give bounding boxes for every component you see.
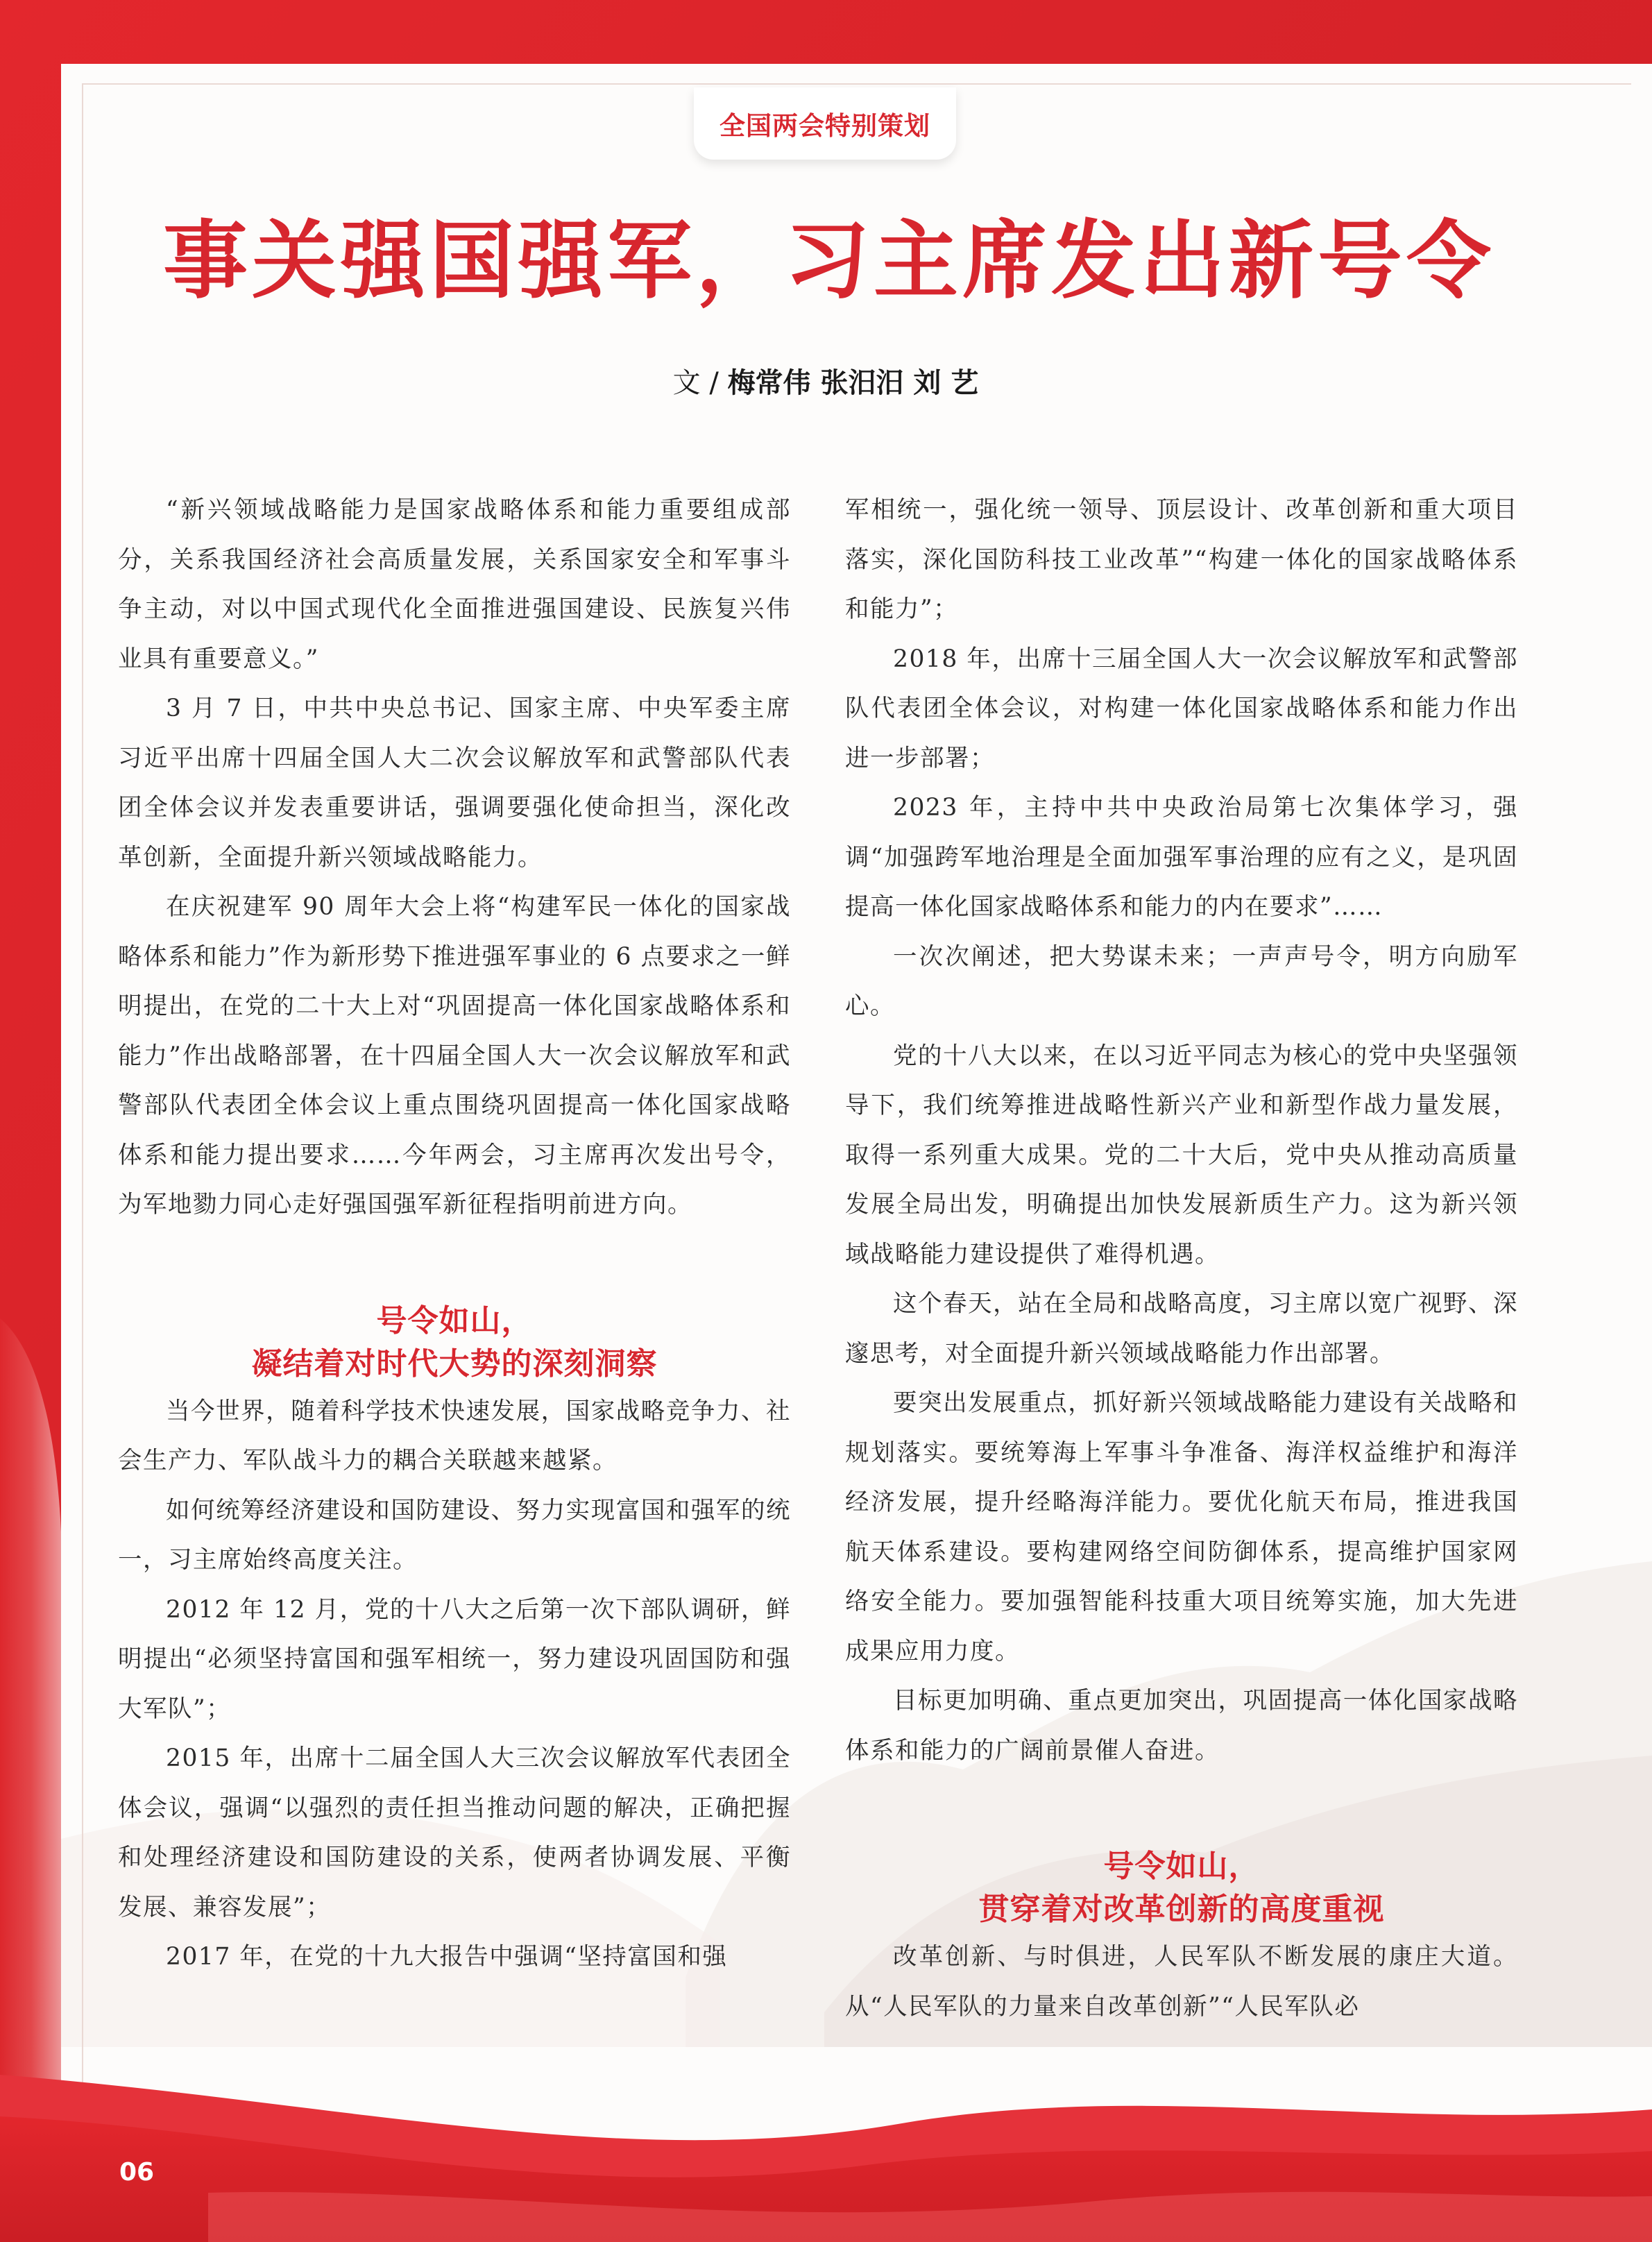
paragraph: 2017 年，在党的十九大报告中强调“坚持富国和强: [166, 1943, 728, 1971]
paragraph-continuation: 军相统一，强化统一领导、顶层设计、改革创新和重大项目落实，深化国防科技工业改革”“构建一体化的国家战略体系和能力”；: [845, 496, 1518, 623]
paragraph: 如何统筹经济建设和国防建设、努力实现富国和强军的统一，习主席始终高度关注。: [118, 1496, 791, 1574]
right-column: [845, 486, 1518, 2032]
paragraph: 要突出发展重点，抓好新兴领域战略能力建设有关战略和规划落实。要统筹海上军事斗争准备、海洋权益维护和海洋经济发展，提升经略海洋能力。要优化航天布局，推进我国航天体系建设。要构建网络空间防御体系，提高维护国家网络安全能力。要加强智能科技重大项目统筹实施，加大先进成果应用力度。: [845, 1389, 1518, 1665]
section-heading-line: 号令如山，: [376, 1302, 533, 1339]
section-heading: [845, 1845, 1518, 1931]
byline: [611, 362, 1041, 404]
paragraph: 2015 年，出席十二届全国人大三次会议解放军代表团全体会议，强调“以强烈的责任担当推动问题的解决，正确把握和处理经济建设和国防建设的关系，使两者协调发展、平衡发展、兼容发展”；: [118, 1744, 791, 1921]
paragraph: 2018 年，出席十三届全国人大一次会议解放军和武警部队代表团全体会议，对构建一体化国家战略体系和能力作出进一步部署；: [845, 645, 1518, 772]
paragraph: 2012 年 12 月，党的十八大之后第一次下部队调研，鲜明提出“必须坚持富国和强军相统一，努力建设巩固国防和强大军队”；: [118, 1595, 791, 1723]
paragraph: 2023 年，主持中共中央政治局第七次集体学习，强调“加强跨军地治理是全面加强军事治理的应有之义，是巩固提高一体化国家战略体系和能力的内在要求”……: [845, 794, 1518, 921]
paragraph: 当今世界，随着科学技术快速发展，国家战略竞争力、社会生产力、军队战斗力的耦合关联越来越紧。: [118, 1397, 791, 1475]
section-heading: [118, 1300, 791, 1386]
byline-authors: 梅常伟 张汨汨 刘 艺: [727, 367, 979, 399]
paragraph: 一次次阐述，把大势谋未来；一声声号令，明方向励军心。: [845, 942, 1518, 1020]
paragraph: 目标更加明确、重点更加突出，巩固提高一体化国家战略体系和能力的广阔前景催人奋进。: [845, 1687, 1518, 1765]
article-title: 事关强国强军，习主席发出新号令: [163, 210, 1495, 310]
paragraph: 改革创新、与时俱进，人民军队不断发展的康庄大道。从“人民军队的力量来自改革创新”“人民军队必: [845, 1943, 1518, 2021]
section-heading-line: 凝结着对时代大势的深刻洞察: [251, 1345, 658, 1382]
paragraph: 党的十八大以来，在以习近平同志为核心的党中央坚强领导下，我们统筹推进战略性新兴产业和新型作战力量发展，取得一系列重大成果。党的二十大后，党中央从推动高质量发展全局出发，明确提出加快发展新质生产力。这为新兴领域战略能力建设提供了难得机遇。: [845, 1042, 1518, 1268]
paragraph: “新兴领域战略能力是国家战略体系和能力重要组成部分，关系我国经济社会高质量发展，关系国家安全和军事斗争主动，对以中国式现代化全面推进强国建设、民族复兴伟业具有重要意义。”: [118, 496, 791, 673]
paragraph: 在庆祝建军 90 周年大会上将“构建军民一体化的国家战略体系和能力”作为新形势下推进强军事业的 6 点要求之一鲜明提出，在党的二十大上对“巩固提高一体化国家战略体系和能力”作出战略部署，在十四届全国人大一次会议解放军和武警部队代表团全体会议上重点围绕巩固提高一体化国家战略体系和能力提出要求……今年两会，习主席再次发出号令，为军地勠力同心走好强国强军新征程指明前进方向。: [118, 893, 791, 1218]
section-heading-line: 贯穿着对改革创新的高度重视: [978, 1892, 1385, 1927]
paragraph: 3 月 7 日，中共中央总书记、国家主席、中央军委主席习近平出席十四届全国人大二次会议解放军和武警部队代表团全体会议并发表重要讲话，强调要强化使命担当，深化改革创新，全面提升新兴领域战略能力。: [118, 695, 791, 872]
left-column: [118, 486, 791, 1982]
bottom-wave: [0, 2026, 1652, 2242]
section-heading-line: 号令如山，: [1103, 1849, 1260, 1884]
paragraph: 这个春天，站在全局和战略高度，习主席以宽广视野、深邃思考，对全面提升新兴领域战略能力作出部署。: [845, 1290, 1518, 1368]
page-number: 06: [119, 2158, 155, 2186]
section-badge: 全国两会特别策划: [694, 87, 956, 160]
byline-prefix: 文 /: [672, 367, 728, 399]
